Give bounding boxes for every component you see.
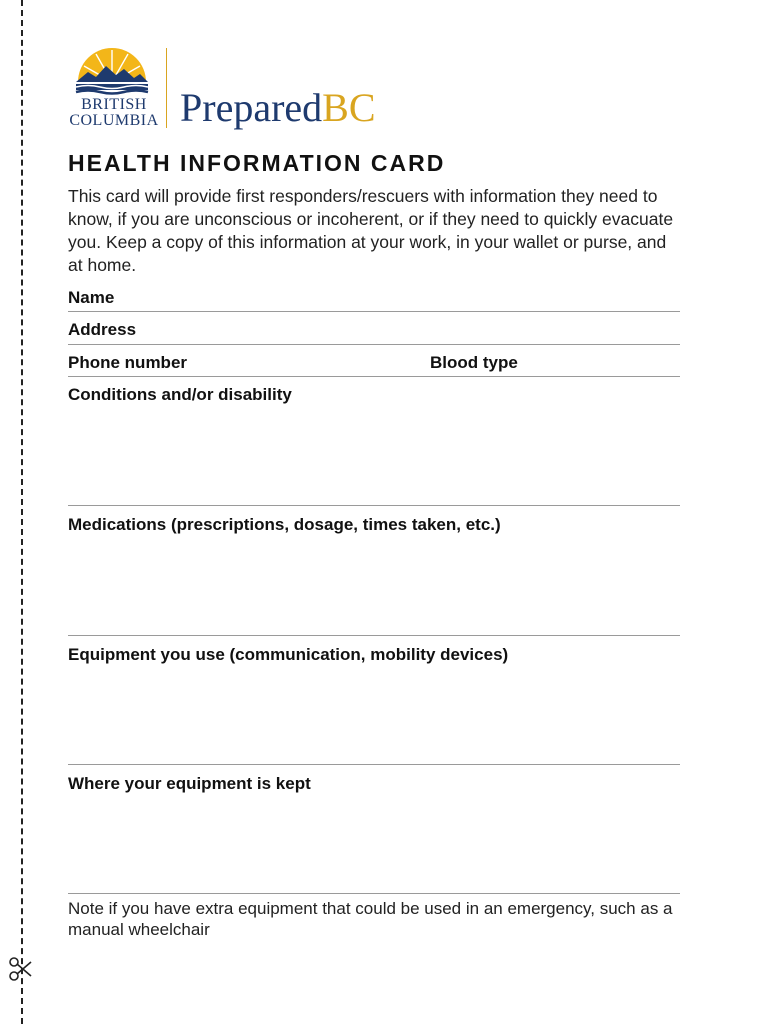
address-label: Address [68,320,137,339]
cut-line [21,0,23,1024]
address-field[interactable] [68,344,680,345]
bc-wordmark-line2: COLUMBIA [69,112,159,129]
bc-wordmark-line1: BRITISH [81,96,147,113]
preparedbc-part1: Prepared [180,85,323,130]
medications-field[interactable] [68,635,680,636]
medications-label: Medications (prescriptions, dosage, times taken, etc.) [68,515,501,534]
phone-label: Phone number [68,353,188,372]
preparedbc-part2: BC [322,85,376,130]
equipment-label: Equipment you use (communication, mobility devices) [68,645,509,664]
equipment-field[interactable] [68,764,680,765]
intro-text: This card will provide first responders/rescuers with information they need to know, if you are unconscious or incoherent, or if they need to quickly evacuate you. Keep a copy of this information at your work, in your wallet or purse, and at home. [68,186,674,275]
logo-divider [166,48,167,128]
conditions-field[interactable] [68,505,680,506]
bc-wordmark [66,97,162,129]
equipment-location-label: Where your equipment is kept [68,774,311,793]
phone-bloodtype-field[interactable] [68,376,680,377]
scissors-icon [5,954,35,984]
name-field[interactable] [68,311,680,312]
conditions-label: Conditions and/or disability [68,385,292,404]
preparedbc-logo [180,86,376,130]
name-label: Name [68,288,115,307]
page-title: HEALTH INFORMATION CARD [68,150,446,176]
blood-type-label: Blood type [430,353,518,372]
equipment-location-field[interactable] [68,893,680,894]
note-text: Note if you have extra equipment that could be used in an emergency, such as a manual wheelchair [68,899,673,939]
